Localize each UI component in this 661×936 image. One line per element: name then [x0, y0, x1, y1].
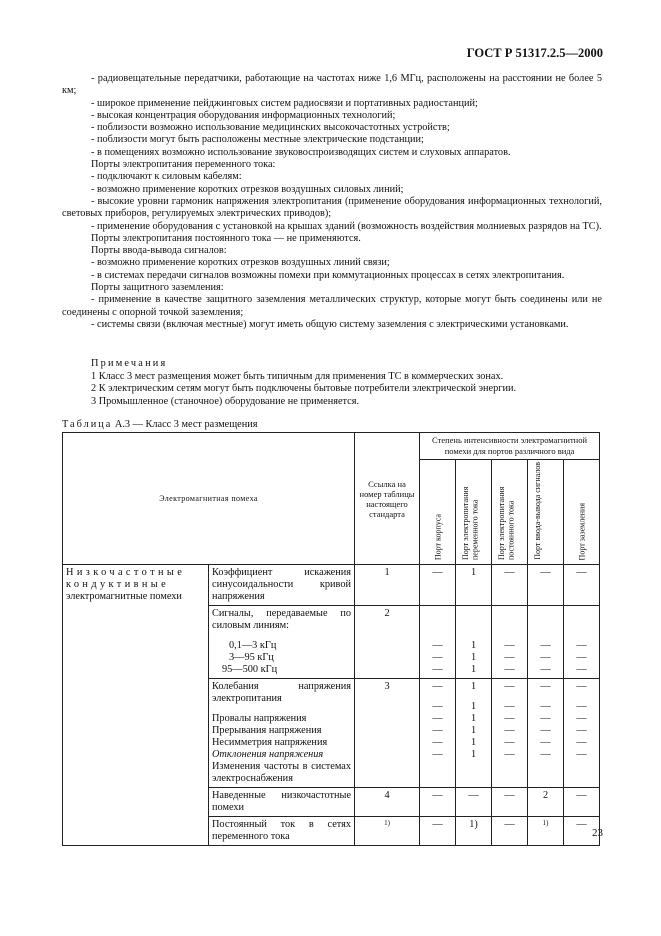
body-paragraph: - поблизости могут быть расположены местные электрические подстанции; — [91, 134, 424, 146]
cell-value: — — [576, 749, 587, 760]
cell-value: 1 — [470, 713, 477, 724]
header-phenomenon: Электромагнитная помеха — [63, 433, 355, 565]
value-col-4 — [564, 679, 600, 788]
body-paragraph: - в помещениях возможно использование звуковоспроизводящих систем и слуховых аппаратов. — [91, 146, 511, 158]
header-port-label: Порт ввода-вывода сигналов — [532, 462, 542, 560]
note-item: 3 Промышленное (станочное) оборудование не применяется. — [91, 395, 360, 407]
document-header: ГОСТ Р 51317.2.5—2000 — [466, 46, 603, 60]
row-ref: 4 — [355, 788, 420, 817]
cell-value: — — [504, 737, 515, 748]
row-title: Наведенные низкочастотные помехи — [209, 788, 355, 817]
notes-heading: Примечания — [91, 358, 168, 369]
body-paragraph: - поблизости возможно использование медицинских высокочастотных устройств; — [91, 122, 450, 134]
header-port-earth — [564, 460, 600, 565]
cell-value: — — [504, 701, 515, 712]
body-paragraph: - высокие уровни гармоник напряжения электропитания (применение оборудования информационных технологий, световых приборов, регулируемых электрических приводов); — [62, 195, 602, 220]
body-paragraph: - радиовещательные передатчики, работающие на частотах ниже 1,6 МГц, расположены на расстоянии не более 5 км; — [62, 73, 602, 97]
cell-value: — — [504, 725, 515, 736]
cell-value: — — [540, 725, 551, 736]
row-title-cell — [209, 606, 355, 679]
cell-value: — — [432, 652, 443, 663]
cell-value: — — [504, 713, 515, 724]
cell-value: — — [540, 681, 551, 692]
table-caption-label: Таблица — [62, 419, 113, 430]
cell-value: — — [432, 737, 443, 748]
header-severity: Степень интенсивности электромагнитной помехи для портов различного вида — [420, 433, 600, 460]
body-paragraph: Порты ввода-вывода сигналов: — [91, 245, 227, 257]
cell-value: — — [564, 565, 600, 606]
row-ref — [355, 817, 420, 846]
sub-label: Провалы напряжения — [212, 713, 307, 724]
header-port-signal — [528, 460, 564, 565]
cell-value: — — [576, 701, 587, 712]
value-col-3 — [528, 679, 564, 788]
row-ref: 3 — [355, 679, 420, 788]
cell-value: — — [528, 565, 564, 606]
row-title-cell — [209, 679, 355, 788]
cell-value: — — [540, 737, 551, 748]
cell-value: — — [432, 664, 443, 675]
cell-value: — — [576, 640, 587, 651]
sub-label: Несимметрия напряжения — [212, 737, 328, 748]
cell-value: 1 — [470, 681, 477, 692]
cell-value: 1 — [470, 652, 477, 663]
body-paragraph: - применение оборудования с установкой на крышах зданий (возможность воздействия молниевых разрядов на ТС). — [91, 220, 602, 232]
footnote-marker: 1) — [384, 819, 390, 827]
body-paragraph: - в системах передачи сигналов возможны помехи при коммутационных процессах в сетях электропитания. — [91, 269, 565, 281]
value-col-1 — [456, 606, 492, 679]
header-reference: Ссылка на номер таблицы настоящего стандарта — [355, 433, 420, 565]
cell-value: — — [420, 565, 456, 606]
body-paragraph: Порты электропитания переменного тока: — [91, 159, 276, 171]
cell-value: — — [432, 749, 443, 760]
cell-value: — — [432, 713, 443, 724]
cell-value: — — [504, 652, 515, 663]
cell-value: — — [576, 737, 587, 748]
row-title: Сигналы, передаваемые по силовым линиям: — [212, 608, 352, 631]
value-col-0 — [420, 606, 456, 679]
cell-value: — — [492, 565, 528, 606]
header-port-enclosure — [420, 460, 456, 565]
table-row — [63, 565, 600, 606]
header-port-label: Порт корпуса — [432, 513, 442, 560]
cell-value: — — [504, 664, 515, 675]
header-port-dc — [492, 460, 528, 565]
cell-value: — — [504, 681, 515, 692]
table-caption — [62, 419, 258, 430]
cell-value: — — [576, 713, 587, 724]
body-paragraph: Порты электропитания постоянного тока — не применяются. — [91, 232, 361, 244]
cell-value: — — [540, 701, 551, 712]
header-port-label: Порт электропитания постоянного тока — [496, 486, 516, 560]
cell-value: 1 — [470, 640, 477, 651]
value-col-3 — [528, 606, 564, 679]
table-caption-text: А.3 — Класс 3 мест размещения — [114, 419, 258, 430]
cell-value: — — [432, 725, 443, 736]
body-paragraph: - подключают к силовым кабелям: — [91, 171, 242, 183]
footnote-marker: 1) — [542, 819, 549, 827]
sub-label: 95—500 кГц — [222, 664, 278, 675]
cell-value: 1 — [470, 737, 477, 748]
body-paragraph: - широкое применение пейджинговых систем радиосвязи и портативных радиостанций; — [91, 97, 478, 109]
cell-value: 1) — [456, 817, 492, 846]
cell-value: — — [456, 788, 492, 817]
row-ref: 2 — [355, 606, 420, 679]
cell-value: 1 — [456, 565, 492, 606]
cell-value: — — [432, 681, 443, 692]
body-paragraph: - системы связи (включая местные) могут иметь общую систему заземления с электрическими установками. — [91, 318, 569, 330]
sub-label: 0,1—3 кГц — [229, 640, 277, 651]
value-col-2 — [492, 606, 528, 679]
sub-label: Прерывания напряжения — [212, 725, 322, 736]
row-title: Колебания напряжения электропитания — [212, 681, 352, 704]
body-paragraph: - применение в качестве защитного заземления металлических структур, которые могут быть соединены или не соединены с опорной точкой заземления; — [62, 294, 602, 318]
cell-value: — — [564, 788, 600, 817]
header-port-label: Порт заземления — [576, 502, 586, 560]
data-table — [62, 432, 600, 846]
cell-value: 1 — [470, 725, 477, 736]
cell-value: — — [504, 640, 515, 651]
cell-value: — — [420, 817, 456, 846]
category-spaced: Низкочастотные кондуктивные — [66, 567, 186, 590]
page-number: 23 — [592, 827, 603, 839]
cell-value: — — [576, 652, 587, 663]
cell-value: — — [540, 713, 551, 724]
value-col-1 — [456, 679, 492, 788]
cell-value: — — [492, 817, 528, 846]
cell-value: 2 — [528, 788, 564, 817]
row-title: Коэффициент искажения синусоидальности кривой напряжения — [209, 565, 355, 606]
header-port-ac — [456, 460, 492, 565]
row-title: Постоянный ток в сетях переменного тока — [209, 817, 355, 846]
cell-value: — — [492, 788, 528, 817]
cell-value: — — [540, 640, 551, 651]
value-col-0 — [420, 679, 456, 788]
notes-block — [62, 358, 602, 408]
body-text — [62, 73, 602, 331]
value-col-2 — [492, 679, 528, 788]
cell-value: 1 — [470, 664, 477, 675]
sub-label: 3—95 кГц — [229, 652, 274, 663]
cell-value: — — [540, 664, 551, 675]
note-item: 2 К электрическим сетям могут быть подключены бытовые потребители электрической энергии. — [91, 383, 517, 395]
cell-value: — — [576, 664, 587, 675]
cell-value: — — [540, 749, 551, 760]
sub-label: Изменения частоты в системах электроснабжения — [212, 761, 352, 784]
cell-value: — — [432, 640, 443, 651]
cell-value: — — [504, 749, 515, 760]
body-paragraph: - возможно применение коротких отрезков воздушных линий связи; — [91, 257, 390, 269]
row-ref: 1 — [355, 565, 420, 606]
cell-value: — — [420, 788, 456, 817]
category-cell — [63, 565, 209, 846]
note-item: 1 Класс 3 мест размещения может быть типичным для применения ТС в коммерческих зонах. — [91, 370, 504, 382]
cell-value: — — [540, 652, 551, 663]
cell-value: — — [432, 701, 443, 712]
body-paragraph: - высокая концентрация оборудования информационных технологий; — [91, 109, 396, 121]
cell-value — [528, 817, 564, 846]
cell-value: — — [564, 817, 600, 846]
cell-value: — — [576, 681, 587, 692]
sub-label: Отклонения напряжения — [212, 749, 324, 760]
cell-value: — — [576, 725, 587, 736]
header-port-label: Порт электропитания переменного тока — [460, 486, 480, 560]
body-paragraph: - возможно применение коротких отрезков воздушных силовых линий; — [91, 183, 404, 195]
category-rest: электромагнитные помехи — [66, 591, 182, 602]
cell-value: 1 — [470, 701, 477, 712]
body-paragraph: Порты защитного заземления: — [91, 282, 224, 294]
value-col-4 — [564, 606, 600, 679]
cell-value: 1 — [470, 749, 477, 760]
